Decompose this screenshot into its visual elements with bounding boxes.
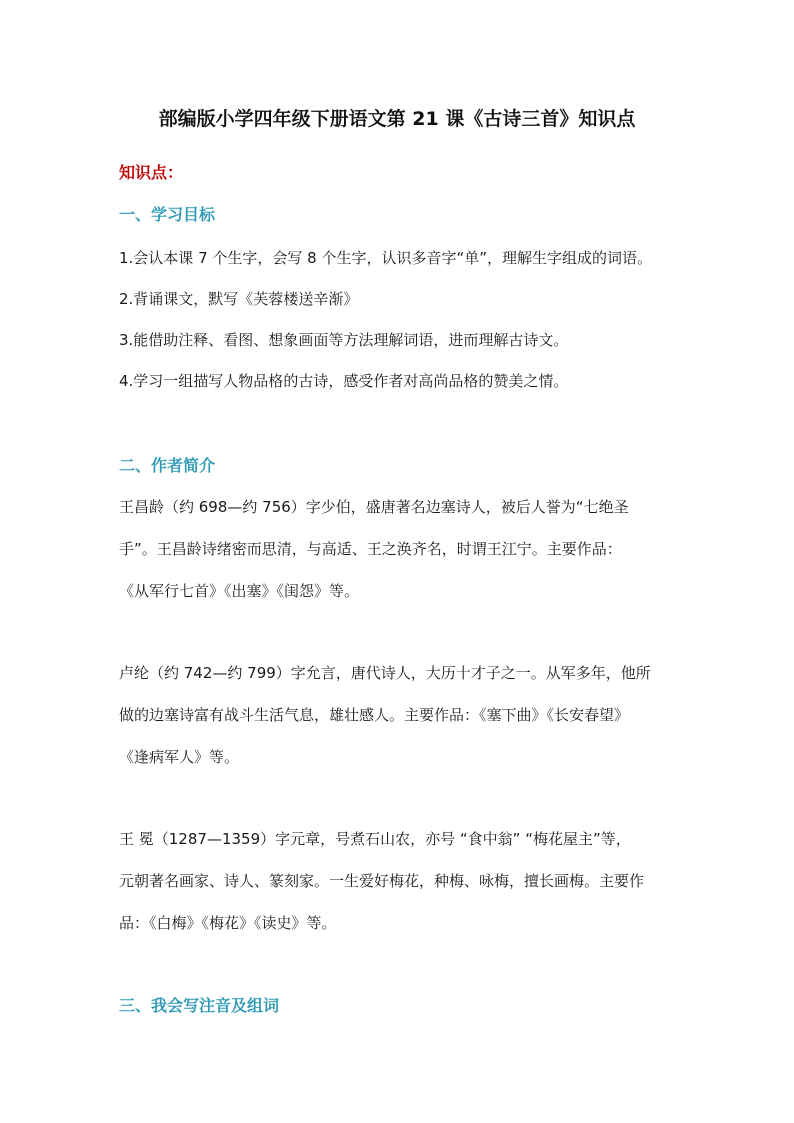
page-title: 部编版小学四年级下册语文第 21 课《古诗三首》知识点 xyxy=(158,108,636,130)
author-lu-lun-line: 《逢病军人》等。 xyxy=(119,748,240,766)
author-lu-lun-line: 做的边塞诗富有战斗生活气息，雄壮感人。主要作品：《塞下曲》《长安春望》 xyxy=(119,706,630,724)
author-wang-changling-line: 王昌龄（约 698—约 756）字少伯，盛唐著名边塞诗人，被后人誉为“七绝圣 xyxy=(119,498,629,516)
goal-item: 4.学习一组描写人物品格的古诗，感受作者对高尚品格的赞美之情。 xyxy=(119,372,569,390)
section-heading-author-intro: 二、作者简介 xyxy=(119,456,216,475)
goal-item: 2.背诵课文，默写《芙蓉楼送辛渐》 xyxy=(119,290,359,308)
goal-item: 1.会认本课 7 个生字，会写 8 个生字，认识多音字“单”，理解生字组成的词语。 xyxy=(119,249,653,267)
author-wang-changling-line: 《从军行七首》《出塞》《闺怨》等。 xyxy=(119,582,360,600)
author-wang-mian-line: 品：《白梅》《梅花》《读史》等。 xyxy=(119,914,337,932)
goal-item: 3.能借助注释、看图、想象画面等方法理解词语，进而理解古诗文。 xyxy=(119,331,569,349)
author-wang-mian-line: 王 冕（1287—1359）字元章，号煮石山农，亦号 “食中翁” “梅花屋主”等， xyxy=(119,830,631,848)
section-heading-pinyin-words: 三、我会写注音及组词 xyxy=(119,996,280,1015)
author-wang-changling-line: 手”。王昌龄诗绪密而思清，与高适、王之涣齐名，时谓王江宁。主要作品： xyxy=(119,540,622,558)
section-heading-learning-goals: 一、学习目标 xyxy=(119,205,216,224)
author-wang-mian-line: 元朝著名画家、诗人、篆刻家。一生爱好梅花，种梅、咏梅，擅长画梅。主要作 xyxy=(119,872,645,890)
knowledge-points-label: 知识点： xyxy=(119,163,184,182)
author-lu-lun-line: 卢纶（约 742—约 799）字允言，唐代诗人，大历十才子之一。从军多年，他所 xyxy=(119,664,651,682)
